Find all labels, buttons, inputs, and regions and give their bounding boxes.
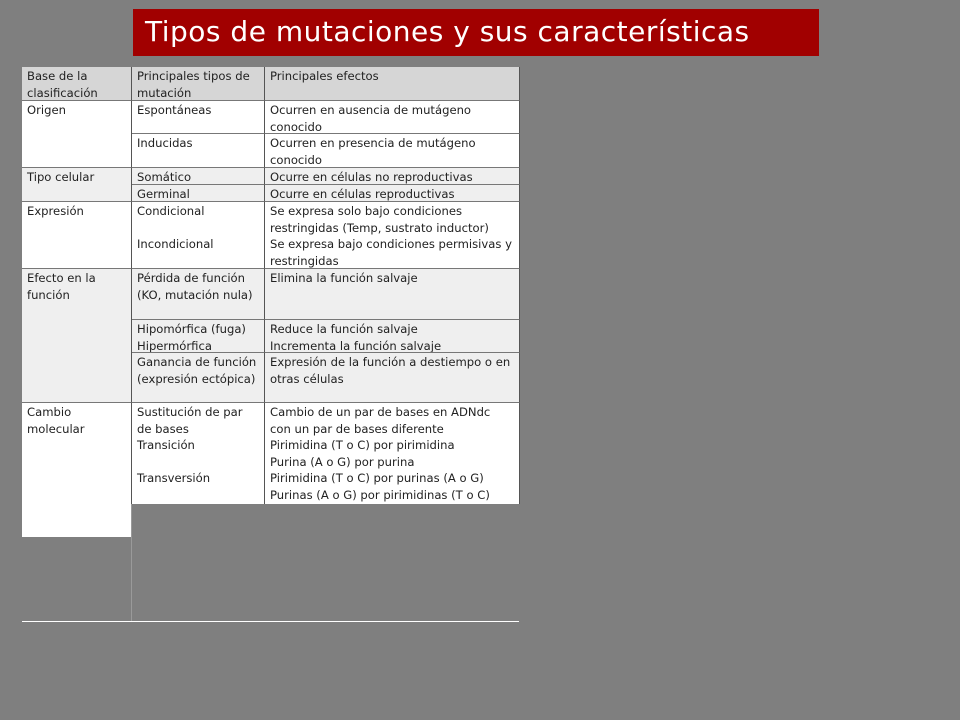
ganancia-text: Ganancia de función (expresión ectópica)	[137, 355, 257, 386]
condicional-text: Condicional	[137, 204, 205, 218]
origen-effect-inducidas	[265, 134, 520, 168]
tipo-celular-effect-germinal	[265, 185, 520, 202]
row-efecto-funcion-base	[22, 269, 132, 403]
row-cambio-molecular-base	[22, 403, 132, 537]
espontaneas-effect-text: Ocurren en ausencia de mutágeno conocido	[270, 103, 472, 134]
perdida-effect-text: Elimina la función salvaje	[270, 271, 418, 285]
condicional-effect-text: Se expresa solo bajo condiciones restringidas (Temp, sustrato inductor)	[270, 204, 489, 235]
efecto-type-perdida	[132, 269, 265, 320]
ganancia-effect-text: Expresión de la función a destiempo o en otras células	[270, 355, 511, 386]
origen-base-text: Origen	[27, 103, 66, 117]
germinal-effect-text: Ocurre en células reproductivas	[270, 187, 455, 201]
cambio-types	[132, 403, 265, 504]
hipomorfica-effect-text: Reduce la función salvaje	[270, 322, 418, 336]
sustitucion-text: Sustitución de par de bases	[137, 405, 243, 436]
header-effects-text: Principales efectos	[270, 69, 379, 83]
transversion-effect-1-text: Pirimidina (T o C) por purinas (A o G)	[270, 471, 484, 485]
cambio-molecular-base-text: Cambio molecular	[27, 405, 85, 436]
transicion-effect-1-text: Pirimidina (T o C) por pirimidina	[270, 438, 455, 452]
sustitucion-effect-text: Cambio de un par de bases en ADNdc con un par de bases diferente	[270, 405, 491, 436]
hipermorfica-effect-text: Incrementa la función salvaje	[270, 338, 442, 353]
transversion-text: Transversión	[137, 471, 211, 485]
perdida-text: Pérdida de función (KO, mutación nula)	[137, 271, 253, 302]
cambio-effects	[265, 403, 520, 504]
efecto-effect-hipo-hiper	[265, 320, 520, 353]
transicion-effect-2-text: Purina (A o G) por purina	[270, 454, 415, 469]
efecto-funcion-base-text: Efecto en la función	[27, 271, 96, 302]
table-bottom-line	[22, 621, 519, 622]
header-effects	[265, 67, 520, 101]
efecto-type-ganancia	[132, 353, 265, 403]
expresion-effects	[265, 202, 520, 269]
origen-type-espontaneas	[132, 101, 265, 134]
germinal-text: Germinal	[137, 187, 190, 201]
somatico-text: Somático	[137, 170, 192, 184]
expresion-base-text: Expresión	[27, 204, 84, 218]
table-divider-line	[131, 504, 132, 621]
hipermorfica-text: Hipermórfica	[137, 338, 212, 353]
transversion-effect-2-text: Purinas (A o G) por pirimidinas (T o C)	[270, 487, 490, 502]
row-expresion-base	[22, 202, 132, 269]
tipo-celular-effect-somatico	[265, 168, 520, 185]
row-origen-base	[22, 101, 132, 168]
hipomorfica-text: Hipomórfica (fuga)	[137, 322, 246, 336]
efecto-effect-ganancia	[265, 353, 520, 403]
header-types	[132, 67, 265, 101]
row-tipo-celular-base	[22, 168, 132, 202]
slide-title: Tipos de mutaciones y sus características	[145, 15, 750, 48]
espontaneas-text: Espontáneas	[137, 103, 212, 117]
transicion-text: Transición	[137, 438, 195, 452]
slide-title-bar	[133, 9, 819, 56]
inducidas-text: Inducidas	[137, 136, 193, 150]
efecto-effect-perdida	[265, 269, 520, 320]
inducidas-effect-text: Ocurren en presencia de mutágeno conocido	[270, 136, 476, 167]
header-base-text: Base de la clasificación	[27, 69, 98, 100]
tipo-celular-base-text: Tipo celular	[27, 170, 95, 184]
expresion-types	[132, 202, 265, 269]
tipo-celular-type-somatico	[132, 168, 265, 185]
header-types-text: Principales tipos de mutación	[137, 69, 250, 100]
incondicional-text: Incondicional	[137, 237, 214, 251]
efecto-type-hipo-hiper	[132, 320, 265, 353]
somatico-effect-text: Ocurre en células no reproductivas	[270, 170, 473, 184]
origen-effect-espontaneas	[265, 101, 520, 134]
origen-type-inducidas	[132, 134, 265, 168]
incondicional-effect-text: Se expresa bajo condiciones permisivas y restringidas	[270, 237, 512, 268]
header-base	[22, 67, 132, 101]
tipo-celular-type-germinal	[132, 185, 265, 202]
